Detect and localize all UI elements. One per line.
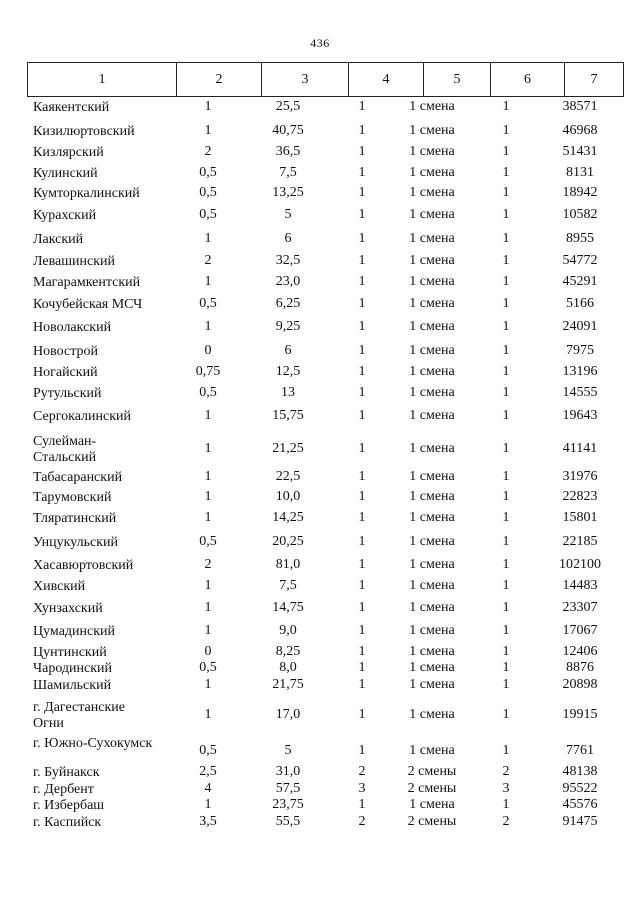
district-name: г. Избербаш [33, 798, 105, 813]
col-7-value: 48138 [562, 764, 598, 779]
col-3-value: 31,0 [275, 764, 301, 779]
col-7-value: 5166 [566, 296, 594, 311]
col-2-value: 0,5 [199, 165, 217, 180]
col-4-value: 1 [358, 343, 366, 358]
col-2-value: 4 [204, 781, 212, 796]
col-7-value: 46968 [562, 123, 598, 138]
col-2-value: 2 [204, 557, 212, 572]
col-3-value: 8,0 [279, 660, 297, 675]
shift-value: 1 смена [409, 99, 455, 114]
col-6-value: 1 [502, 319, 510, 334]
col-2-value: 1 [204, 469, 212, 484]
shift-value: 1 смена [409, 489, 455, 504]
col-3-value: 32,5 [275, 253, 301, 268]
shift-value: 1 смена [409, 385, 455, 400]
col-6-value: 1 [502, 660, 510, 675]
col-6-value: 1 [502, 385, 510, 400]
col-7-value: 8131 [566, 165, 594, 180]
col-6-value: 1 [502, 743, 510, 758]
col-4-value: 1 [358, 123, 366, 138]
col-2-value: 0 [204, 644, 212, 659]
header-col-1: 1 [98, 72, 106, 87]
col-6-value: 1 [502, 99, 510, 114]
col-2-value: 1 [204, 274, 212, 289]
shift-value: 2 смены [407, 814, 457, 829]
district-name: Цумадинский [33, 624, 116, 639]
district-name: Ногайский [33, 365, 98, 380]
col-6-value: 1 [502, 144, 510, 159]
col-7-value: 31976 [562, 469, 598, 484]
district-name: Магарамкентский [33, 275, 141, 290]
col-4-value: 1 [358, 707, 366, 722]
col-7-value: 22185 [562, 534, 598, 549]
district-name: Курахский [33, 208, 97, 223]
col-7-value: 45576 [562, 797, 598, 812]
col-3-value: 5 [284, 743, 292, 758]
col-7-value: 17067 [562, 623, 598, 638]
col-4-value: 1 [358, 274, 366, 289]
col-3-value: 13,25 [272, 185, 304, 200]
shift-value: 1 смена [409, 534, 455, 549]
col-7-value: 23307 [562, 600, 598, 615]
col-2-value: 0,5 [199, 385, 217, 400]
col-4-value: 1 [358, 578, 366, 593]
col-7-value: 20898 [562, 677, 598, 692]
col-3-value: 20,25 [272, 534, 304, 549]
col-3-value: 9,25 [275, 319, 301, 334]
col-7-value: 8955 [566, 231, 594, 246]
shift-value: 2 смены [407, 764, 457, 779]
col-7-value: 24091 [562, 319, 598, 334]
col-4-value: 1 [358, 441, 366, 456]
col-4-value: 1 [358, 185, 366, 200]
col-4-value: 1 [358, 296, 366, 311]
district-name: Кочубейская МСЧ [33, 297, 143, 312]
col-7-value: 91475 [562, 814, 598, 829]
col-3-value: 21,25 [272, 441, 304, 456]
district-name: Сергокалинский [33, 409, 132, 424]
district-name: Хасавюртовский [33, 558, 134, 573]
district-name: г. Каспийск [33, 815, 102, 830]
col-2-value: 1 [204, 319, 212, 334]
col-4-value: 1 [358, 644, 366, 659]
district-name: Рутульский [33, 386, 102, 401]
shift-value: 1 смена [409, 343, 455, 358]
district-name: Кизилюртовский [33, 124, 135, 139]
col-7-value: 10582 [562, 207, 598, 222]
col-3-value: 7,5 [279, 165, 297, 180]
col-7-value: 19643 [562, 408, 598, 423]
col-3-value: 36,5 [275, 144, 301, 159]
col-3-value: 81,0 [275, 557, 301, 572]
col-3-value: 55,5 [275, 814, 301, 829]
col-6-value: 1 [502, 600, 510, 615]
col-3-value: 12,5 [275, 364, 301, 379]
shift-value: 1 смена [409, 600, 455, 615]
col-4-value: 1 [358, 319, 366, 334]
col-7-value: 45291 [562, 274, 598, 289]
col-4-value: 1 [358, 207, 366, 222]
col-6-value: 1 [502, 231, 510, 246]
col-2-value: 1 [204, 99, 212, 114]
col-7-value: 7761 [566, 743, 594, 758]
district-name: Кулинский [33, 166, 98, 181]
col-4-value: 1 [358, 677, 366, 692]
col-3-value: 13 [281, 385, 295, 400]
col-4-value: 1 [358, 231, 366, 246]
col-2-value: 0,5 [199, 534, 217, 549]
district-name: Сулейман-Стальский [33, 434, 97, 465]
district-name: Цунтинский [33, 645, 107, 660]
col-6-value: 1 [502, 408, 510, 423]
col-2-value: 0,5 [199, 185, 217, 200]
col-2-value: 1 [204, 123, 212, 138]
header-col-6: 6 [490, 63, 564, 96]
col-3-value: 40,75 [272, 123, 304, 138]
col-4-value: 1 [358, 385, 366, 400]
district-name: г. Южно-Сухокумск [33, 736, 153, 751]
col-7-value: 38571 [562, 99, 598, 114]
col-4-value: 1 [358, 534, 366, 549]
shift-value: 1 смена [409, 319, 455, 334]
shift-value: 1 смена [409, 364, 455, 379]
col-7-value: 41141 [562, 441, 598, 456]
col-6-value: 1 [502, 578, 510, 593]
col-4-value: 1 [358, 489, 366, 504]
shift-value: 1 смена [409, 623, 455, 638]
col-4-value: 1 [358, 510, 366, 525]
shift-value: 1 смена [409, 797, 455, 812]
col-2-value: 0,75 [195, 364, 221, 379]
col-6-value: 1 [502, 441, 510, 456]
col-6-value: 1 [502, 253, 510, 268]
col-6-value: 1 [502, 797, 510, 812]
col-3-value: 21,75 [272, 677, 304, 692]
header-col-4: 4 [348, 63, 423, 96]
col-3-value: 23,75 [272, 797, 304, 812]
col-6-value: 1 [502, 274, 510, 289]
shift-value: 1 смена [409, 510, 455, 525]
district-name: Левашинский [33, 254, 116, 269]
col-4-value: 3 [358, 781, 366, 796]
col-7-value: 14483 [562, 578, 598, 593]
header-col-7: 7 [564, 63, 623, 96]
col-2-value: 1 [204, 231, 212, 246]
col-3-value: 10,0 [275, 489, 301, 504]
district-name: Тарумовский [33, 490, 112, 505]
shift-value: 1 смена [409, 231, 455, 246]
col-2-value: 0,5 [199, 743, 217, 758]
col-6-value: 1 [502, 185, 510, 200]
shift-value: 1 смена [409, 660, 455, 675]
col-4-value: 1 [358, 408, 366, 423]
col-4-value: 1 [358, 144, 366, 159]
header-col-2: 2 [176, 63, 261, 96]
col-6-value: 1 [502, 623, 510, 638]
col-6-value: 1 [502, 343, 510, 358]
shift-value: 1 смена [409, 469, 455, 484]
col-7-value: 8876 [566, 660, 594, 675]
col-7-value: 19915 [562, 707, 598, 722]
shift-value: 1 смена [409, 253, 455, 268]
col-4-value: 1 [358, 623, 366, 638]
col-2-value: 1 [204, 707, 212, 722]
shift-value: 1 смена [409, 677, 455, 692]
col-6-value: 1 [502, 207, 510, 222]
col-7-value: 13196 [562, 364, 598, 379]
col-7-value: 12406 [562, 644, 598, 659]
shift-value: 1 смена [409, 274, 455, 289]
col-7-value: 14555 [562, 385, 598, 400]
col-4-value: 2 [358, 814, 366, 829]
col-4-value: 1 [358, 660, 366, 675]
district-name: Хивский [33, 579, 86, 594]
col-3-value: 6 [284, 343, 292, 358]
col-6-value: 1 [502, 510, 510, 525]
col-2-value: 0,5 [199, 207, 217, 222]
col-6-value: 1 [502, 364, 510, 379]
col-2-value: 2 [204, 253, 212, 268]
col-3-value: 25,5 [275, 99, 301, 114]
col-2-value: 1 [204, 623, 212, 638]
col-7-value: 102100 [559, 557, 601, 572]
district-name: г. Дербент [33, 782, 94, 797]
col-2-value: 1 [204, 510, 212, 525]
col-6-value: 1 [502, 123, 510, 138]
district-name: Табасаранский [33, 470, 123, 485]
district-name: Чародинский [33, 661, 113, 676]
shift-value: 1 смена [409, 644, 455, 659]
col-2-value: 0,5 [199, 296, 217, 311]
shift-value: 1 смена [409, 578, 455, 593]
col-7-value: 7975 [566, 343, 594, 358]
col-2-value: 0,5 [199, 660, 217, 675]
col-7-value: 18942 [562, 185, 598, 200]
col-7-value: 54772 [562, 253, 598, 268]
col-2-value: 2 [204, 144, 212, 159]
col-3-value: 17,0 [275, 707, 301, 722]
col-2-value: 1 [204, 600, 212, 615]
col-4-value: 1 [358, 600, 366, 615]
shift-value: 1 смена [409, 441, 455, 456]
col-4-value: 1 [358, 797, 366, 812]
table-header [27, 62, 624, 97]
col-3-value: 23,0 [275, 274, 301, 289]
district-name: г. Буйнакск [33, 765, 100, 780]
col-6-value: 1 [502, 677, 510, 692]
col-6-value: 2 [502, 814, 510, 829]
col-6-value: 1 [502, 469, 510, 484]
shift-value: 1 смена [409, 408, 455, 423]
col-6-value: 1 [502, 165, 510, 180]
shift-value: 1 смена [409, 144, 455, 159]
col-4-value: 1 [358, 469, 366, 484]
shift-value: 1 смена [409, 557, 455, 572]
col-3-value: 15,75 [272, 408, 304, 423]
col-3-value: 9,0 [279, 623, 297, 638]
col-4-value: 1 [358, 99, 366, 114]
col-2-value: 1 [204, 489, 212, 504]
col-7-value: 95522 [562, 781, 598, 796]
shift-value: 1 смена [409, 296, 455, 311]
district-name: Кумторкалинский [33, 186, 140, 201]
col-3-value: 14,25 [272, 510, 304, 525]
col-4-value: 1 [358, 364, 366, 379]
shift-value: 2 смены [407, 781, 457, 796]
district-name: Новострой [33, 344, 98, 359]
col-2-value: 3,5 [199, 814, 217, 829]
col-2-value: 1 [204, 408, 212, 423]
col-4-value: 2 [358, 764, 366, 779]
col-3-value: 6,25 [275, 296, 301, 311]
district-name: Хунзахский [33, 601, 103, 616]
col-4-value: 1 [358, 253, 366, 268]
col-3-value: 14,75 [272, 600, 304, 615]
col-7-value: 22823 [562, 489, 598, 504]
col-7-value: 51431 [562, 144, 598, 159]
col-3-value: 8,25 [275, 644, 301, 659]
col-6-value: 3 [502, 781, 510, 796]
col-3-value: 7,5 [279, 578, 297, 593]
col-2-value: 1 [204, 677, 212, 692]
col-2-value: 1 [204, 578, 212, 593]
shift-value: 1 смена [409, 185, 455, 200]
col-2-value: 0 [204, 343, 212, 358]
district-name: Тляратинский [33, 511, 117, 526]
col-7-value: 15801 [562, 510, 598, 525]
col-6-value: 1 [502, 707, 510, 722]
col-6-value: 1 [502, 557, 510, 572]
shift-value: 1 смена [409, 743, 455, 758]
shift-value: 1 смена [409, 123, 455, 138]
district-name: Каякентский [33, 100, 110, 115]
col-2-value: 2,5 [199, 764, 217, 779]
col-6-value: 1 [502, 534, 510, 549]
col-6-value: 1 [502, 644, 510, 659]
header-col-5: 5 [423, 63, 490, 96]
page-number: 436 [310, 36, 330, 50]
col-6-value: 1 [502, 489, 510, 504]
col-2-value: 1 [204, 441, 212, 456]
col-3-value: 5 [284, 207, 292, 222]
shift-value: 1 смена [409, 207, 455, 222]
shift-value: 1 смена [409, 707, 455, 722]
district-name: г. Дагестанские Огни [33, 700, 125, 731]
col-4-value: 1 [358, 743, 366, 758]
col-6-value: 2 [502, 764, 510, 779]
header-col-3: 3 [261, 63, 348, 96]
col-4-value: 1 [358, 557, 366, 572]
district-name: Шамильский [33, 678, 112, 693]
district-name: Новолакский [33, 320, 112, 335]
col-3-value: 57,5 [275, 781, 301, 796]
col-4-value: 1 [358, 165, 366, 180]
district-name: Лакский [33, 232, 84, 247]
col-6-value: 1 [502, 296, 510, 311]
district-name: Кизлярский [33, 145, 104, 160]
shift-value: 1 смена [409, 165, 455, 180]
district-name: Унцукульский [33, 535, 119, 550]
col-3-value: 22,5 [275, 469, 301, 484]
col-3-value: 6 [284, 231, 292, 246]
col-2-value: 1 [204, 797, 212, 812]
